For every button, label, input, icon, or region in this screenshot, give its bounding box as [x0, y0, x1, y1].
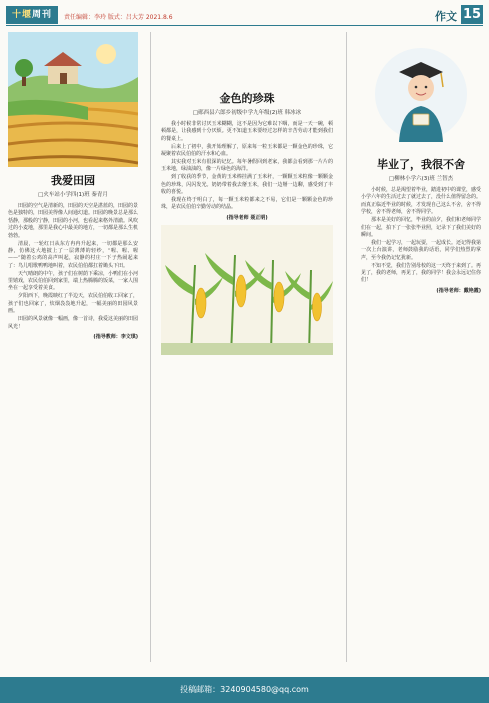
column-divider — [150, 32, 151, 662]
paragraph: 其实我对玉米有很深的记忆。每年暑假回到老家，我都会看到那一片片的玉米地，绿油油的，像一片绿色的海洋。 — [161, 159, 333, 173]
article-title: 金色的珍珠 — [219, 92, 275, 105]
masthead-logo — [6, 6, 58, 24]
section-title: 作文 — [435, 10, 457, 23]
article-column-2 — [161, 32, 333, 355]
article-teacher: (指导教师：李文琪) — [93, 333, 138, 340]
article-author: □火车站小学四(1)班 秦青月 — [38, 192, 108, 198]
article-title: 我爱田园 — [51, 174, 95, 187]
paragraph: 我小时候非常讨厌玉米糊糊，这不是因为它难以下咽，而是一天一碗，顿顿都是，让我感到十分厌烦。更不知道玉米要经过怎样的辛苦劳动才能到我们的餐桌上。 — [161, 121, 333, 142]
article-body — [361, 187, 481, 285]
masthead-rest: 周刊 — [32, 10, 53, 20]
article-teacher: (指导老师：戴艳霞) — [436, 287, 481, 294]
graduate-illustration — [361, 32, 481, 152]
page-number: 15 — [462, 7, 482, 22]
editor-info: 责任编辑：李玲 版式：吕大芳 2021.8.6 — [64, 14, 173, 21]
paragraph: 天气晴朗的中午，孩子们在树荫下乘凉，小鸭们在小河里嬉戏，农民伯伯回到家里，端上热腾腾的饭菜，一家人围坐在一起享受着美食。 — [8, 270, 139, 292]
article-teacher: (指导老师 聂正明) — [226, 214, 268, 221]
paragraph: 不知不觉，我们告别母校的这一天终于来到了。再见了，我的老师，再见了，我的同学！我会永远记住你们！ — [361, 262, 482, 284]
header-rule — [6, 25, 483, 26]
article-author: □柳林小学六(3)班 兰智杰 — [388, 176, 454, 182]
paragraph: 那本是美好的回忆，毕业的前夕，我们和老师同学们在一起，拍下了一张张毕业照，记录下了我们美好的瞬间。 — [361, 217, 482, 238]
masthead-ten: 十堰 — [11, 10, 32, 20]
article-column-3 — [361, 32, 481, 294]
paragraph: 夕阳西下，晚霞映红了半边天，农民伯伯收工回家了，孩子们也回家了，炊烟袅袅地升起，一幅美丽的田园风景画。 — [8, 293, 139, 315]
page-footer — [0, 677, 489, 703]
paragraph: 到了收获的季节，金黄的玉米棒挂满了玉米秆，一颗颗玉米粒像一颗颗金色的珍珠，闪闪发光。奶奶带着我去掰玉米，我们一边掰一边聊，感受到了丰收的喜悦。 — [161, 174, 333, 196]
paragraph: 田园的空气是清新的，田园的天空是湛蓝的，田园的景色是独特的，田园美得像人间通幻道。田园的晚景总是那么恬静，那般的宁静，田园的小河，也看起来格外清澈。风吹过的小麦地，那里是我心中最美的地方，一切都是那么生机勃勃。 — [8, 203, 139, 239]
column-divider — [346, 32, 347, 662]
paragraph: 田园的风景就像一幅画，像一首诗，我爱这美丽的田园风光！ — [8, 316, 139, 330]
article-body — [8, 203, 138, 331]
paragraph: 我现在终于明白了，每一颗玉米粒都来之不易，它们是一颗颗金色的珍珠，是农民伯伯辛勤劳动的结晶。 — [161, 197, 333, 211]
paragraph: 小时候，总是渴望着毕业，踏进初中的课堂，感受小学六年的生活过去了就过去了，没什么值得留念的。而真正临近毕业的时候，才发现自己这么不舍，舍不得学校，舍不得老师，舍不得同学。 — [361, 187, 482, 216]
farm-illustration — [8, 32, 138, 167]
page-header — [6, 5, 483, 27]
article-body — [161, 121, 333, 212]
corn-illustration — [161, 225, 333, 355]
article-column-1 — [8, 32, 138, 340]
article-title: 毕业了，我很不舍 — [377, 158, 465, 171]
paragraph: 我们一起学习，一起玩耍，一起成长。还记得我第一次上台演讲，老师鼓励我的话语，同学们热烈的掌声，至今我仍记忆犹新。 — [361, 239, 482, 261]
submission-email: 投稿邮箱：3240904580@qq.com — [180, 685, 309, 694]
paragraph: 清晨，一轮红日从东方冉冉升起来，一切都是那么安静，仿佛这大地披上了一层薄薄的轻纱，“喔、喔、喔——”随着公鸡的高声叫起，寂静的村庄一下子热闹起来了：鸟儿唱歌鸭鸭地叫着，农民伯伯都扛着锄头下田。 — [8, 240, 138, 269]
paragraph: 后来上了初中，我开始理解了，原来每一粒玉米都是一颗金色的珍珠，它凝聚着农民伯伯的汗水和心血。 — [161, 143, 333, 158]
article-author: □郧西县六郎乡初级中学九年级(2)班 韩冰冰 — [192, 110, 302, 116]
